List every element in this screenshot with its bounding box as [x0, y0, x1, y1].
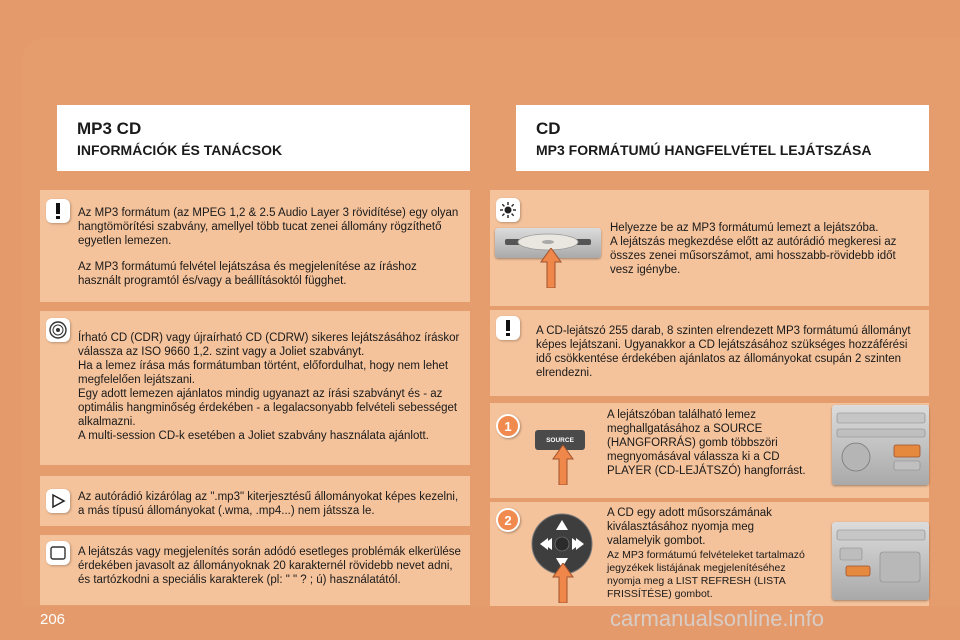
arrow-up-icon: [552, 563, 574, 603]
light-icon: [496, 198, 520, 222]
info-text: A CD-lejátszó 255 darab, 8 szinten elrendezett MP3 formátumú állományt képes lejátszani. Ugyanakkor a CD lejátszásához szükséges hozzáférési idő csökkentése érdekében ajánlatos az állományokat csupán 2 szinten elrendezni.: [536, 325, 911, 379]
step-2-small-text: Az MP3 formátumú felvételeket tartalmazó jegyzékek listájának megjelenítéséhez nyomja meg a LIST REFRESH (LISTA FRISSÍTÉSE) gombot.: [607, 549, 805, 600]
info-box-filenames: [40, 535, 470, 605]
step-1-text: A lejátszóban található lemez meghallgatásához a SOURCE (HANGFORRÁS) gomb többszöri megnyomásával válassza ki a CD PLAYER (CD-LEJÁTSZÓ) hangforrást.: [607, 409, 806, 477]
info-text: A lejátszás megkezdése előtt az autórádió megkeresi az összes zenei műsorszámot, ami hosszabb-rövidebb időt vesz igénybe.: [610, 236, 897, 276]
source-button: SOURCE: [535, 430, 585, 450]
page-number: 206: [40, 611, 66, 628]
step-2-badge: 2: [496, 508, 520, 532]
header-right-title: CD: [536, 119, 561, 138]
info-box-mp3-format: [40, 190, 470, 302]
info-text: Az MP3 formátumú felvétel lejátszása és megjelenítése az íráshoz használt programtól és/vagy a beállításoktól függhet.: [78, 261, 417, 287]
note-icon: [46, 541, 70, 565]
header-left-subtitle: INFORMÁCIÓK ÉS TANÁCSOK: [77, 142, 283, 158]
info-text: Egy adott lemezen ajánlatos mindig ugyanazt az írási szabványt és - az optimális hangminőség érdekében - a legalacsonyabb felvételi sebességet alkalmazni.: [78, 388, 458, 428]
info-text: A lejátszás vagy megjelenítés során adódó esetleges problémák elkerülése érdekében javasolt az állományoknak 20 karakternél rövidebb nevet adni, és tartózkodni a speciális karakterek (pl: " " ? ; ú) használatától.: [78, 546, 461, 586]
info-text: A multi-session CD-k esetében a Joliet szabvány használata ajánlott.: [78, 430, 429, 442]
header-right: [516, 105, 929, 171]
header-left: [57, 105, 470, 171]
arrow-up-icon: [552, 445, 574, 485]
info-text: Az autórádió kizárólag az ".mp3" kiterjesztésű állományokat képes kezelni, a más típusú állományokat (.wma, .mp4...) nem játssza le.: [78, 491, 459, 517]
info-box-cdr: [40, 311, 470, 465]
radio-list-illustration: [832, 522, 929, 600]
watermark: carmanualsonline.info: [610, 606, 825, 631]
step-1-badge: 1: [496, 414, 520, 438]
info-text: Ha a lemez írása más formátumban történt, előfordulhat, hogy nem lehet megfelelően lejátszani.: [78, 360, 449, 386]
info-text: Írható CD (CDR) vagy újraírható CD (CDRW) sikeres lejátszásához íráskor válassza az ISO 9660 1,2. szint vagy a Joliet szabványt.: [78, 332, 460, 358]
warning-icon: [496, 316, 520, 340]
info-box-mp3-levels: [490, 310, 929, 396]
radio-source-illustration: [832, 405, 929, 485]
info-text: Helyezze be az MP3 formátumú lemezt a lejátszóba.: [610, 222, 879, 234]
play-icon: [46, 489, 70, 513]
header-right-subtitle: MP3 FORMÁTUMÚ HANGFELVÉTEL LEJÁTSZÁSA: [536, 142, 872, 158]
info-box-mp3-extension: [40, 476, 470, 526]
info-text: Az MP3 formátum (az MPEG 1,2 & 2.5 Audio Layer 3 rövidítése) egy olyan hangtömörítési szabvány, amellyel több tucat zenei állomány rögzíthető egyetlen lemezen.: [78, 207, 459, 247]
arrow-up-icon: [540, 248, 562, 288]
header-left-title: MP3 CD: [77, 119, 142, 138]
warning-icon: [46, 199, 70, 223]
disc-icon: [46, 318, 70, 342]
step-2-text: A CD egy adott műsorszámának kiválasztásához nyomja meg valamelyik gombot.: [607, 507, 772, 547]
